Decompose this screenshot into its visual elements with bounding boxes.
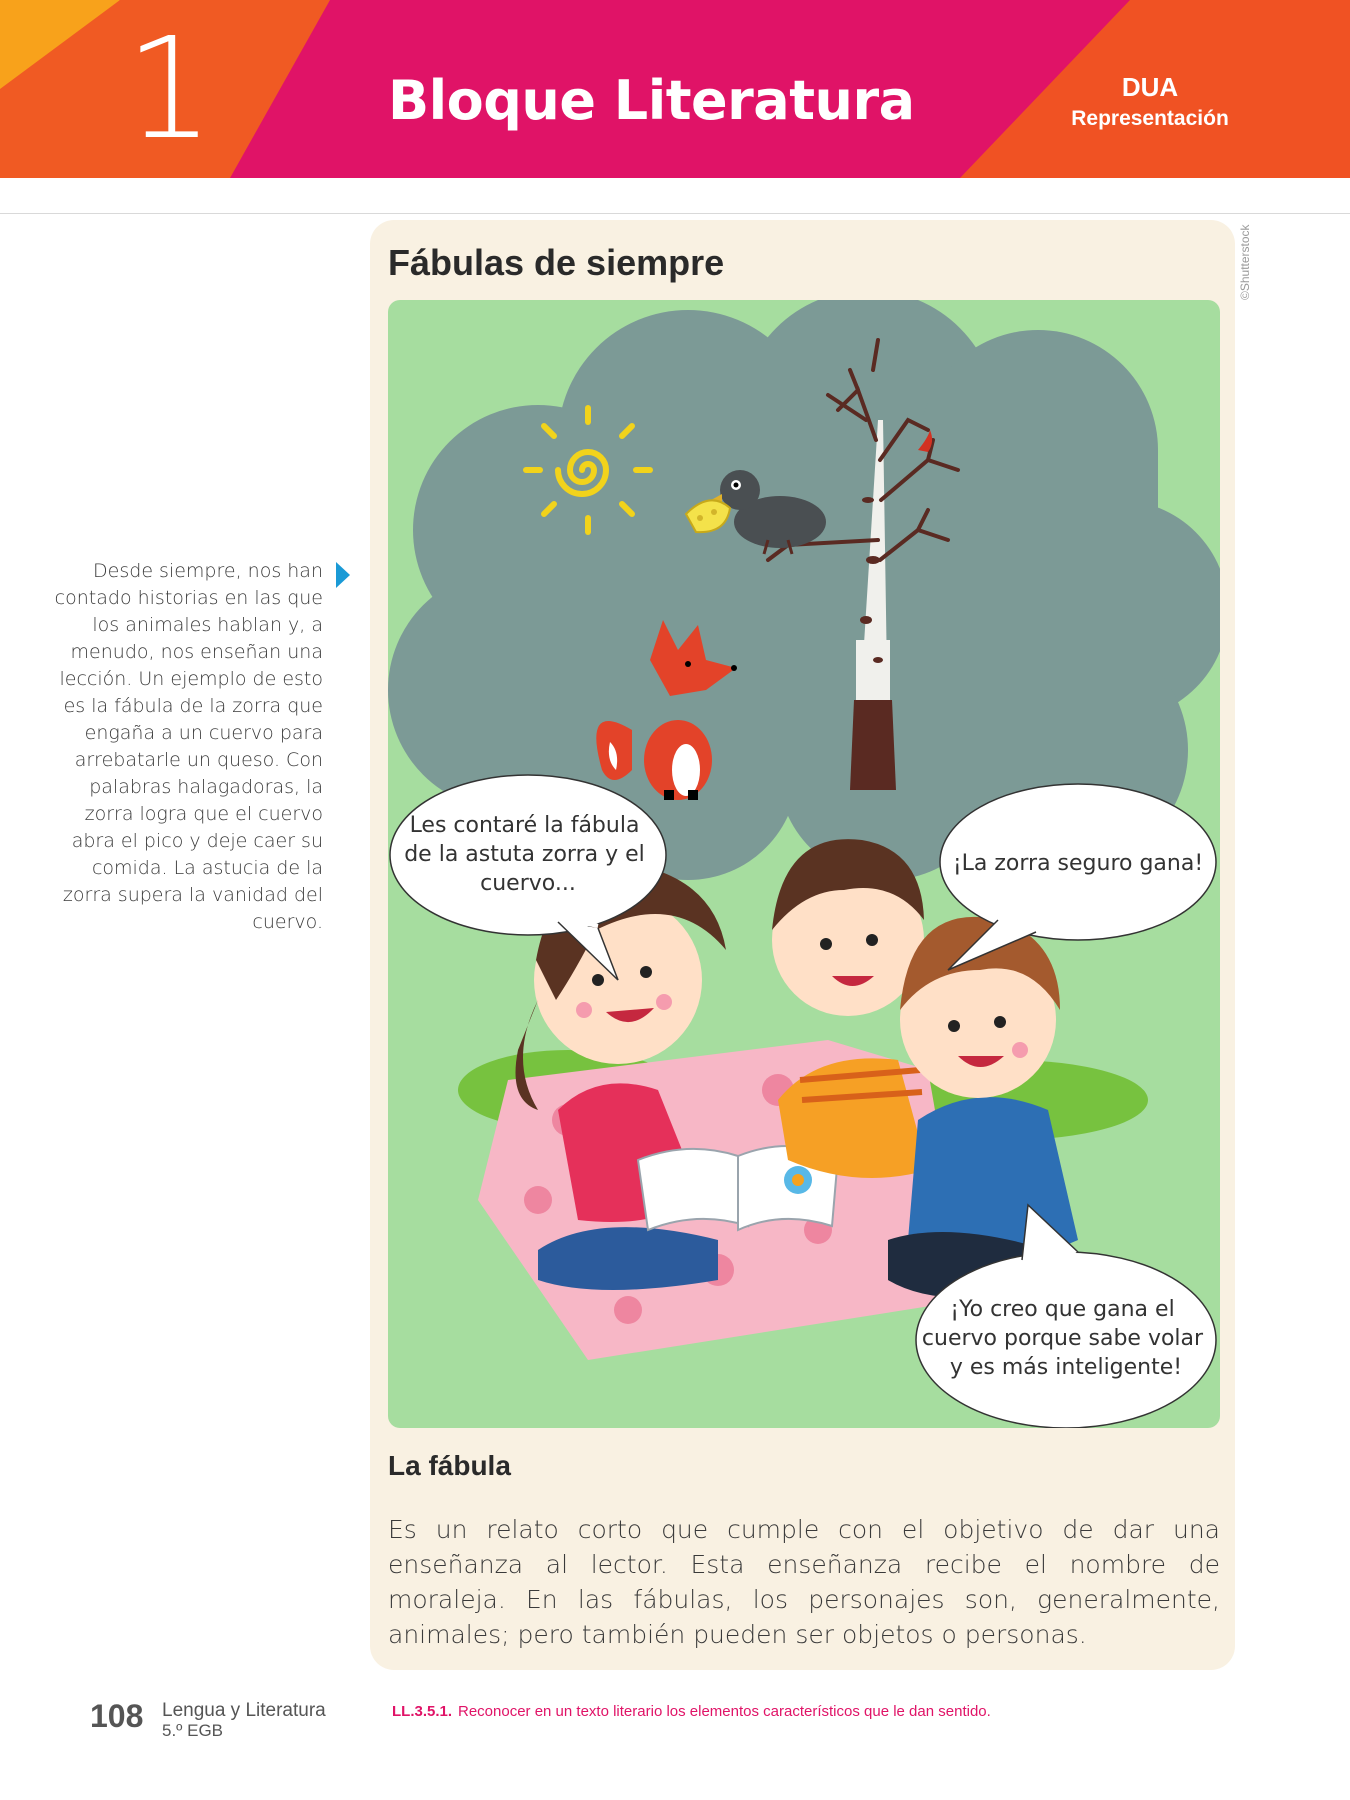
bubble-boy2-line-1: ¡Yo creo que gana el	[950, 1297, 1175, 1322]
skill-description: Reconocer en un texto literario los elementos característicos que le dan sentido.	[458, 1703, 991, 1720]
side-note: Desde siempre, nos han contado historias en las que los animales hablan y, a menudo, nos enseñan una lección. Un ejemplo de esto es la fábula de la zorra que engaña a un cuervo para arrebatarle un queso. Con palabras halagadoras, la zorra logra que el cuervo abra el pico y deje caer su comida. La astucia de la zorra supera la vanidad del cuervo.	[54, 560, 323, 933]
definition-paragraph: Es un relato corto que cumple con el objetivo de dar una enseñanza al lector. Esta enseñanza recibe el nombre de moraleja. En las fábulas, los personajes son, generalmente, animales; pero también pueden ser objetos o personas.	[388, 1515, 1220, 1649]
svg-text:¡Yo creo que gana el c	[922, 1297, 1210, 1380]
section-title: La fábula	[388, 1450, 511, 1481]
bubble-boy2-line-2: cuervo porque sabe volar	[921, 1326, 1204, 1351]
card-title: Fábulas de siempre	[388, 242, 725, 283]
block-title: Bloque Literatura	[388, 69, 915, 132]
bubble-boy2-line-3: y es más inteligente!	[949, 1355, 1183, 1380]
header-band	[0, 0, 1350, 178]
image-credit: ©Shutterstock	[1238, 224, 1252, 300]
page-number: 108	[90, 1698, 144, 1734]
header-divider	[0, 213, 1350, 214]
arrow-right-icon	[336, 562, 350, 588]
bubble-girl-line-1: Les contaré la fábula	[409, 813, 640, 838]
skill-code: LL.3.5.1.	[392, 1703, 453, 1720]
dua-subtitle: Representación	[1071, 107, 1229, 130]
bubble-girl-line-2: de la astuta zorra y el	[404, 842, 645, 867]
speech-bubble-boy-1	[940, 784, 1216, 970]
grade-label: 5.º EGB	[162, 1721, 224, 1740]
dua-label: DUA	[1121, 72, 1179, 102]
subject-label: Lengua y Literatura	[162, 1700, 326, 1721]
block-number: 1	[125, 8, 215, 171]
bubble-girl-line-3: cuervo...	[480, 871, 576, 896]
bubble-boy1-line-1: ¡La zorra seguro gana!	[952, 851, 1204, 876]
fable-illustration	[388, 300, 1220, 1428]
